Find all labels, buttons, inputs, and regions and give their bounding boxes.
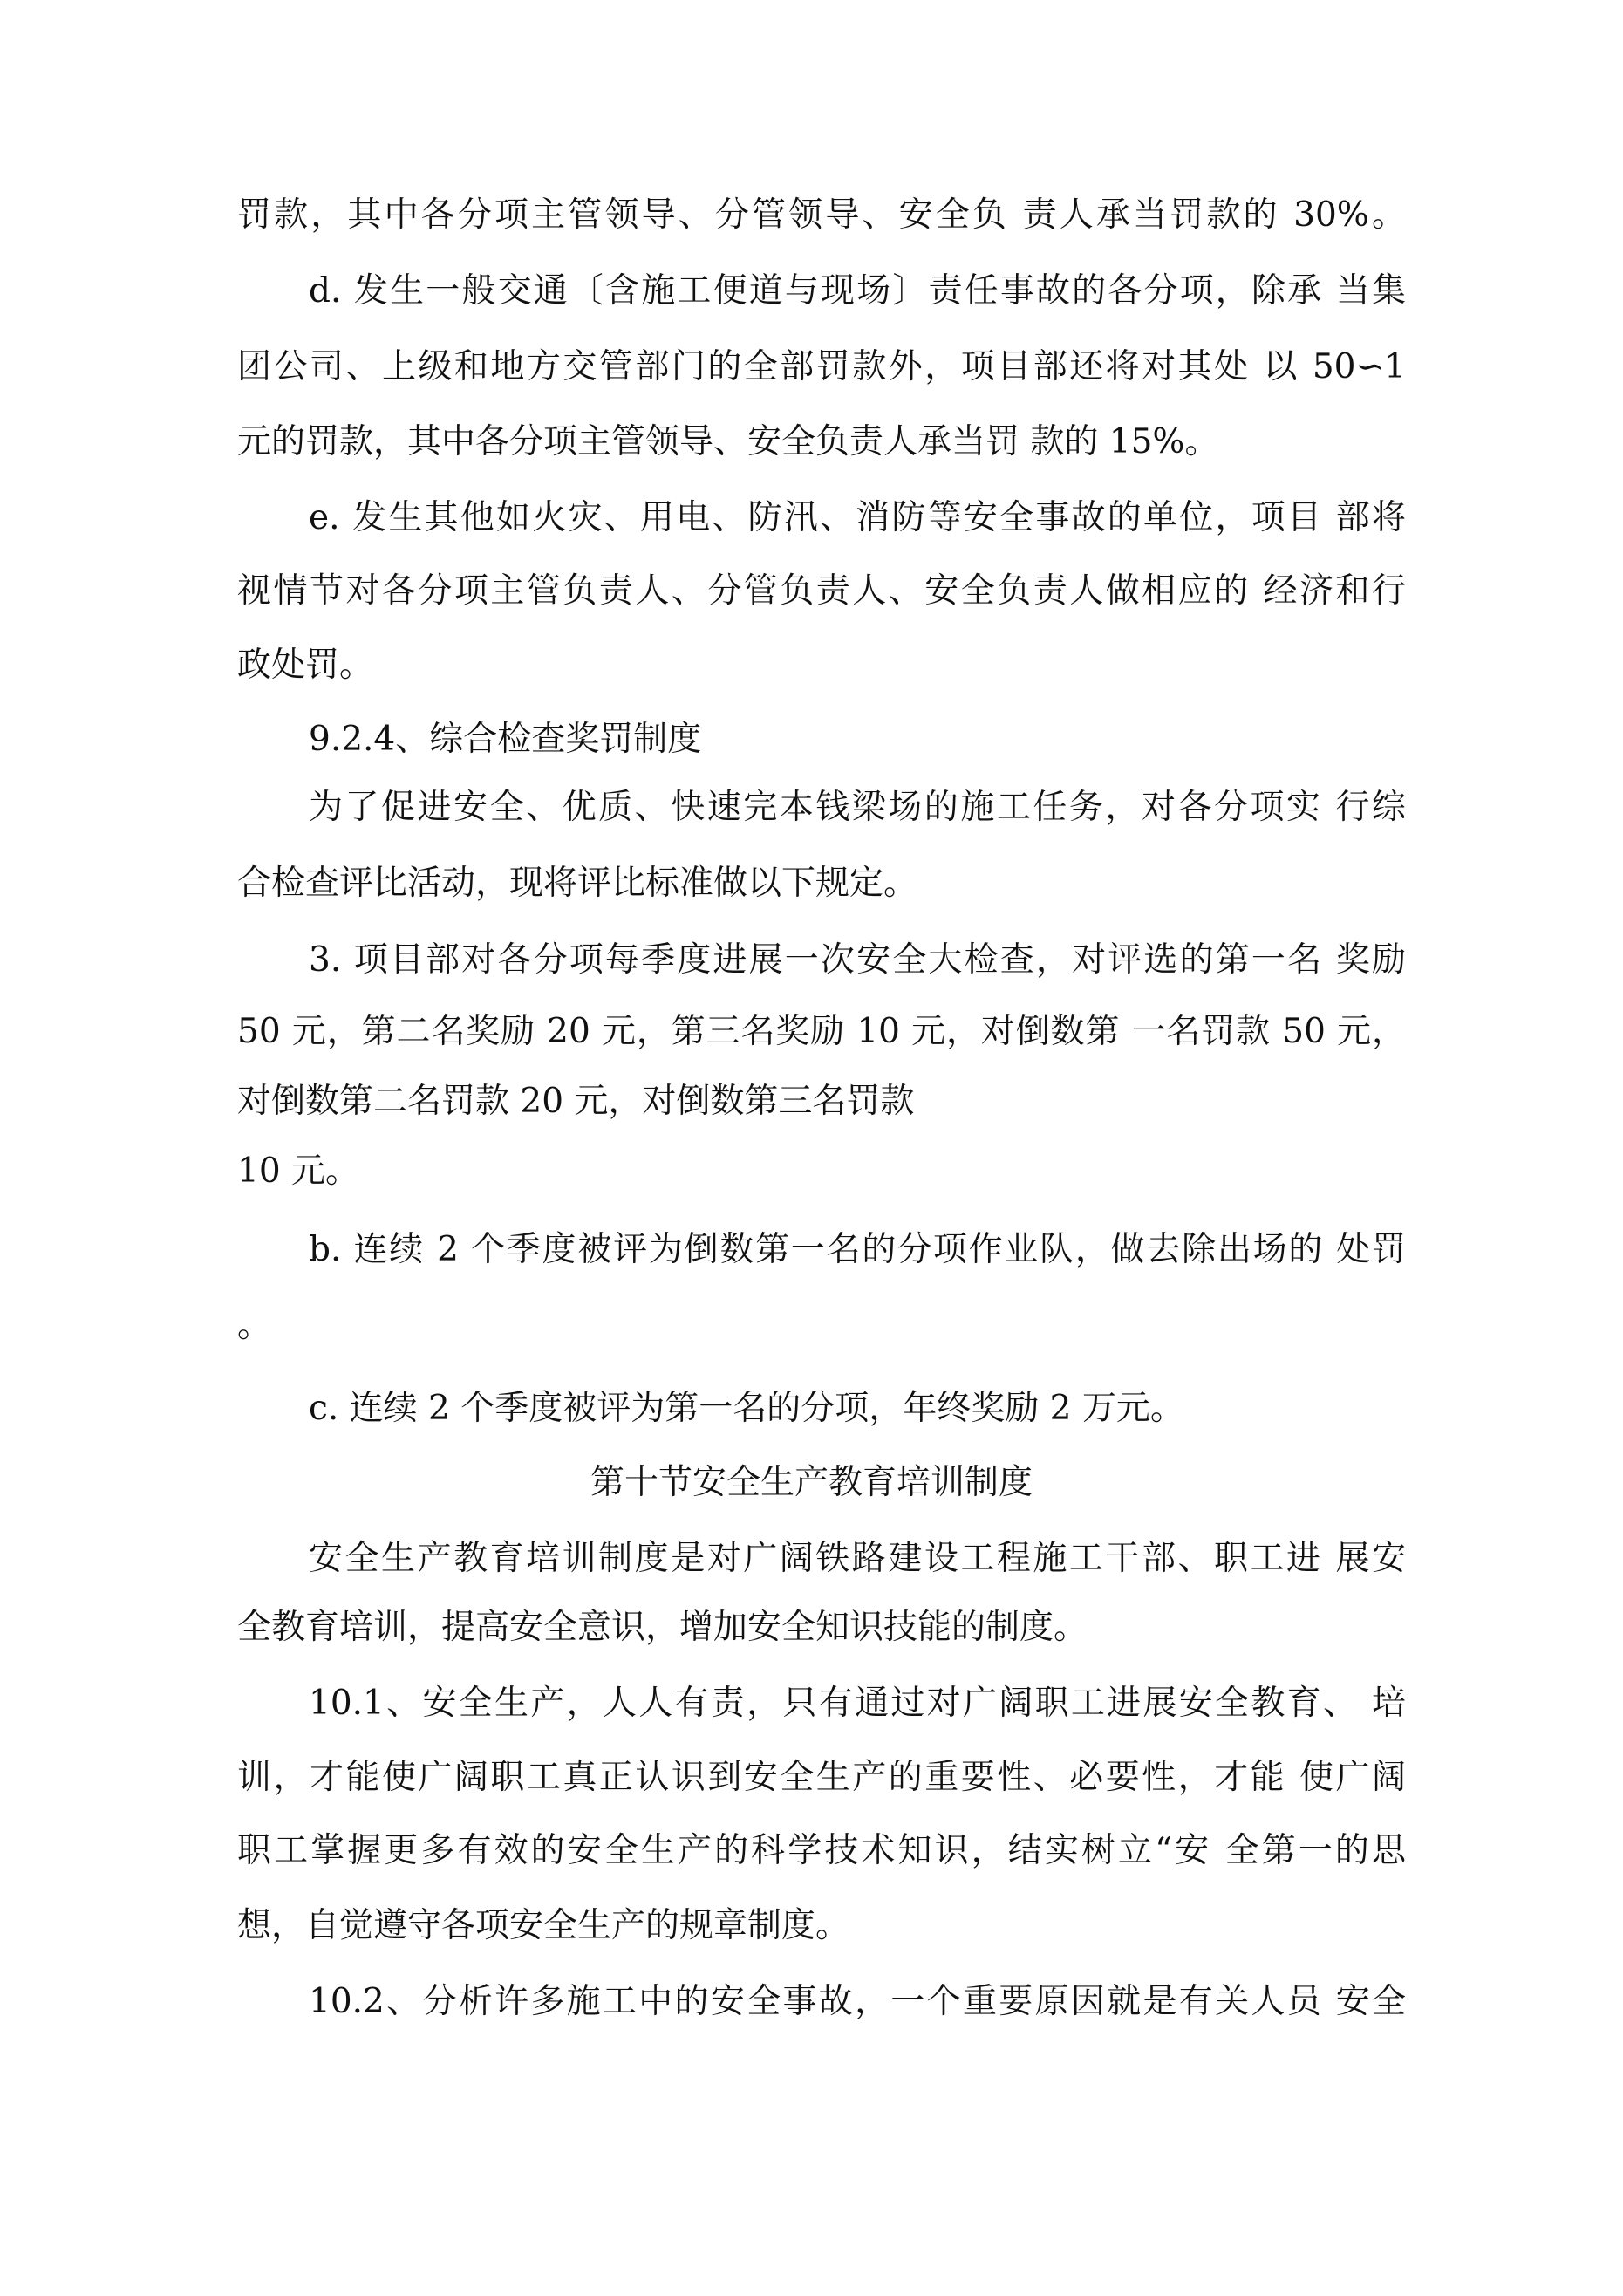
text-line-23: 职工掌握更多有效的安全生产的科学技术知识，结实树立“安 全第一的思 (237, 1831, 1406, 1870)
section-heading-10: 第十节安全生产教育培训制度 (590, 1463, 1033, 1502)
text-line-3: 团公司、上级和地方交管部门的全部罚款外，项目部还将对其处 以 50∽1 (237, 347, 1406, 386)
text-line-19: 安全生产教育培训制度是对广阔铁路建设工程施工干部、职工进 展安 (309, 1539, 1406, 1578)
text-line-13: 对倒数第二名罚款 20 元，对倒数第三名罚款 (237, 1082, 915, 1121)
text-line-5: e. 发生其他如火灾、用电、防汛、消防等安全事故的单位，项目 部将 (309, 498, 1406, 537)
text-line-9: 为了促进安全、优质、快速完本钱梁场的施工任务，对各分项实 行综 (309, 788, 1406, 827)
text-line-15: b. 连续 2 个季度被评为倒数第一名的分项作业队，做去除出场的 处罚 (309, 1230, 1406, 1269)
text-line-1: 罚款，其中各分项主管领导、分管领导、安全负 责人承当罚款的 30%。 (237, 195, 1406, 235)
text-line-10: 合检查评比活动，现将评比标准做以下规定。 (237, 864, 918, 903)
text-line-11: 3. 项目部对各分项每季度进展一次安全大检查，对评选的第一名 奖励 (309, 940, 1406, 980)
text-line-4: 元的罚款，其中各分项主管领导、安全负责人承当罚 款的 15%。 (237, 422, 1219, 461)
text-line-25: 10.2、分析许多施工中的安全事故，一个重要原因就是有关人员 安全 (309, 1982, 1406, 2021)
text-line-6: 视情节对各分项主管负责人、分管负责人、安全负责人做相应的 经济和行 (237, 571, 1406, 611)
text-line-7: 政处罚。 (237, 646, 374, 685)
text-line-20: 全教育培训，提高安全意识，增加安全知识技能的制度。 (237, 1608, 1088, 1647)
text-line-22: 训，才能使广阔职工真正认识到安全生产的重要性、必要性，才能 使广阔 (237, 1758, 1406, 1797)
text-line-2: d. 发生一般交通〔含施工便道与现场〕责任事故的各分项，除承 当集 (309, 271, 1406, 311)
text-line-21: 10.1、安全生产，人人有责，只有通过对广阔职工进展安全教育、 培 (309, 1684, 1406, 1723)
text-line-14: 10 元。 (237, 1151, 360, 1191)
text-line-17: c. 连续 2 个季度被评为第一名的分项，年终奖励 2 万元。 (309, 1389, 1184, 1428)
text-line-16: 。 (237, 1306, 272, 1345)
section-heading-9-2-4: 9.2.4、综合检查奖罚制度 (309, 720, 702, 759)
text-line-24: 想，自觉遵守各项安全生产的规章制度。 (237, 1906, 850, 1945)
text-line-12: 50 元，第二名奖励 20 元，第三名奖励 10 元，对倒数第 一名罚款 50 元， (237, 1012, 1406, 1051)
